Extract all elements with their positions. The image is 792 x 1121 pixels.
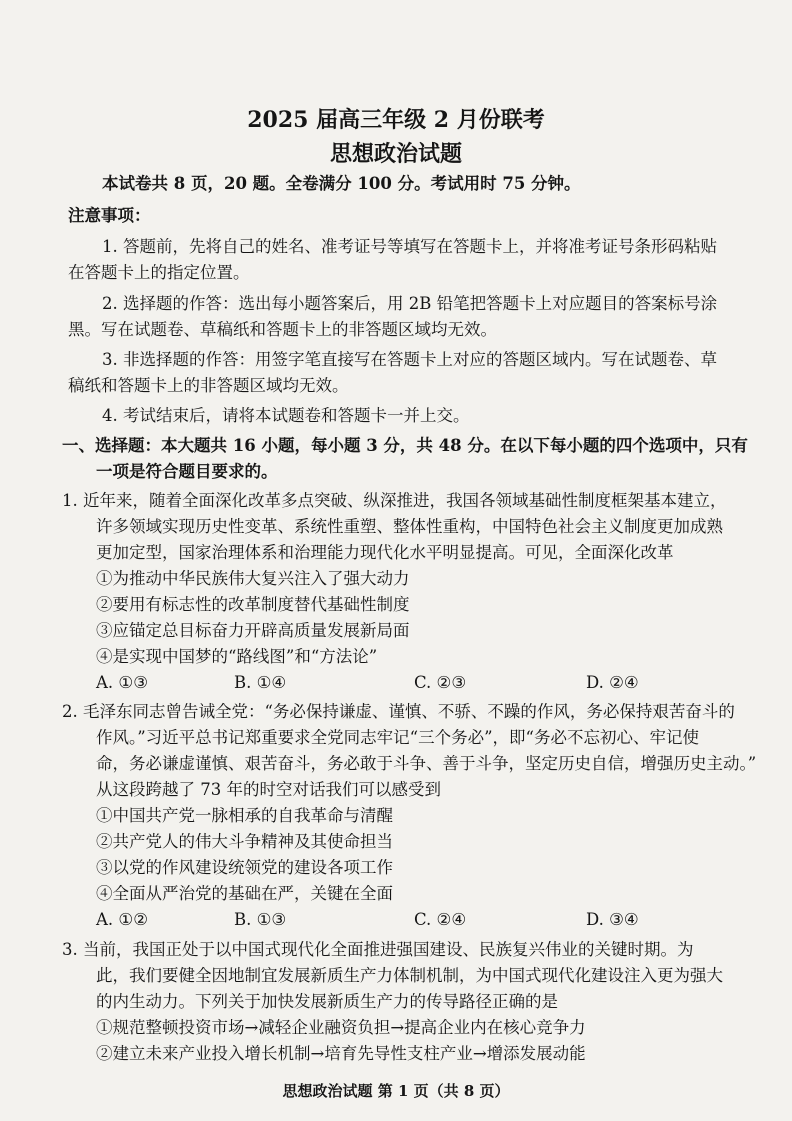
section-heading-line-1: 一、选择题：本大题共 16 小题，每小题 3 分，共 48 分。在以下每小题的四个选项中，只有 bbox=[62, 436, 748, 455]
q2-stem-line-2: 作风。”习近平总书记郑重要求全党同志牢记“三个务必”，即“务必不忘初心、牢记使 bbox=[96, 728, 699, 747]
q1-stem-line-3: 更加定型，国家治理体系和治理能力现代化水平明显提高。可见，全面深化改革 bbox=[96, 543, 674, 562]
q1-option-a[interactable]: A. ①③ bbox=[96, 673, 148, 692]
q3-stem-line-1: 3. 当前，我国正处于以中国式现代化全面推进强国建设、民族复兴伟业的关键时期。为 bbox=[62, 940, 694, 959]
note-3-line-2: 稿纸和答题卡上的非答题区域均无效。 bbox=[68, 376, 349, 395]
q2-options bbox=[96, 908, 736, 932]
q2-stem-line-4: 从这段跨越了 73 年的时空对话我们可以感受到 bbox=[96, 780, 441, 799]
q3-statement-2: ②建立未来产业投入增长机制→培育先导性支柱产业→增添发展动能 bbox=[96, 1044, 586, 1063]
note-1-line-1: 1. 答题前，先将自己的姓名、准考证号等填写在答题卡上，并将准考证号条形码粘贴 bbox=[102, 237, 717, 256]
q2-statement-3: ③以党的作风建设统领党的建设各项工作 bbox=[96, 858, 393, 877]
q1-statement-4: ④是实现中国梦的“路线图”和“方法论” bbox=[96, 647, 378, 666]
q2-option-a[interactable]: A. ①② bbox=[96, 910, 148, 929]
q2-stem-line-1: 2. 毛泽东同志曾告诫全党：“务必保持谦虚、谨慎、不骄、不躁的作风，务必保持艰苦奋斗的 bbox=[62, 702, 735, 721]
notes-heading: 注意事项： bbox=[68, 206, 151, 225]
q2-option-b[interactable]: B. ①③ bbox=[234, 910, 287, 929]
exam-title: 2025 届高三年级 2 月份联考 bbox=[247, 107, 545, 133]
q1-option-d[interactable]: D. ②④ bbox=[586, 673, 639, 692]
q2-option-d[interactable]: D. ③④ bbox=[586, 910, 639, 929]
q1-option-c[interactable]: C. ②③ bbox=[414, 673, 467, 692]
page-footer: 思想政治试题 第 1 页（共 8 页） bbox=[282, 1082, 510, 1100]
section-heading-line-2: 一项是符合题目要求的。 bbox=[96, 462, 278, 481]
q2-statement-1: ①中国共产党一脉相承的自我革命与清醒 bbox=[96, 806, 393, 825]
q3-statement-1: ①规范整顿投资市场→减轻企业融资负担→提高企业内在核心竞争力 bbox=[96, 1018, 586, 1037]
note-3-line-1: 3. 非选择题的作答：用签字笔直接写在答题卡上对应的答题区域内。写在试题卷、草 bbox=[102, 350, 717, 369]
q2-statement-2: ②共产党人的伟大斗争精神及其使命担当 bbox=[96, 832, 393, 851]
q1-stem-line-1: 1. 近年来，随着全面深化改革多点突破、纵深推进，我国各领域基础性制度框架基本建立， bbox=[62, 491, 727, 510]
note-2-line-2: 黑。写在试题卷、草稿纸和答题卡上的非答题区域均无效。 bbox=[68, 320, 497, 339]
q2-statement-4: ④全面从严治党的基础在严，关键在全面 bbox=[96, 884, 393, 903]
q2-stem-line-3: 命，务必谦虚谨慎、艰苦奋斗，务必敢于斗争、善于斗争，坚定历史自信，增强历史主动。” bbox=[96, 754, 757, 773]
q1-statement-3: ③应锚定总目标奋力开辟高质量发展新局面 bbox=[96, 621, 410, 640]
note-2-line-1: 2. 选择题的作答：选出每小题答案后，用 2B 铅笔把答题卡上对应题目的答案标号涂 bbox=[102, 294, 718, 313]
q1-options bbox=[96, 671, 736, 695]
q1-stem-line-2: 许多领域实现历史性变革、系统性重塑、整体性重构，中国特色社会主义制度更加成熟 bbox=[96, 517, 723, 536]
note-4: 4. 考试结束后，请将本试题卷和答题卡一并上交。 bbox=[102, 406, 470, 425]
q2-option-c[interactable]: C. ②④ bbox=[414, 910, 467, 929]
q1-statement-2: ②要用有标志性的改革制度替代基础性制度 bbox=[96, 595, 410, 614]
q1-option-b[interactable]: B. ①④ bbox=[234, 673, 287, 692]
q3-stem-line-2: 此，我们要健全因地制宜发展新质生产力体制机制，为中国式现代化建设注入更为强大 bbox=[96, 966, 723, 985]
exam-info: 本试卷共 8 页，20 题。全卷满分 100 分。考试用时 75 分钟。 bbox=[102, 174, 581, 193]
note-1-line-2: 在答题卡上的指定位置。 bbox=[68, 263, 250, 282]
q3-stem-line-3: 的内生动力。下列关于加快发展新质生产力的传导路径正确的是 bbox=[96, 992, 558, 1011]
q1-statement-1: ①为推动中华民族伟大复兴注入了强大动力 bbox=[96, 569, 410, 588]
exam-subject: 思想政治试题 bbox=[329, 141, 462, 167]
